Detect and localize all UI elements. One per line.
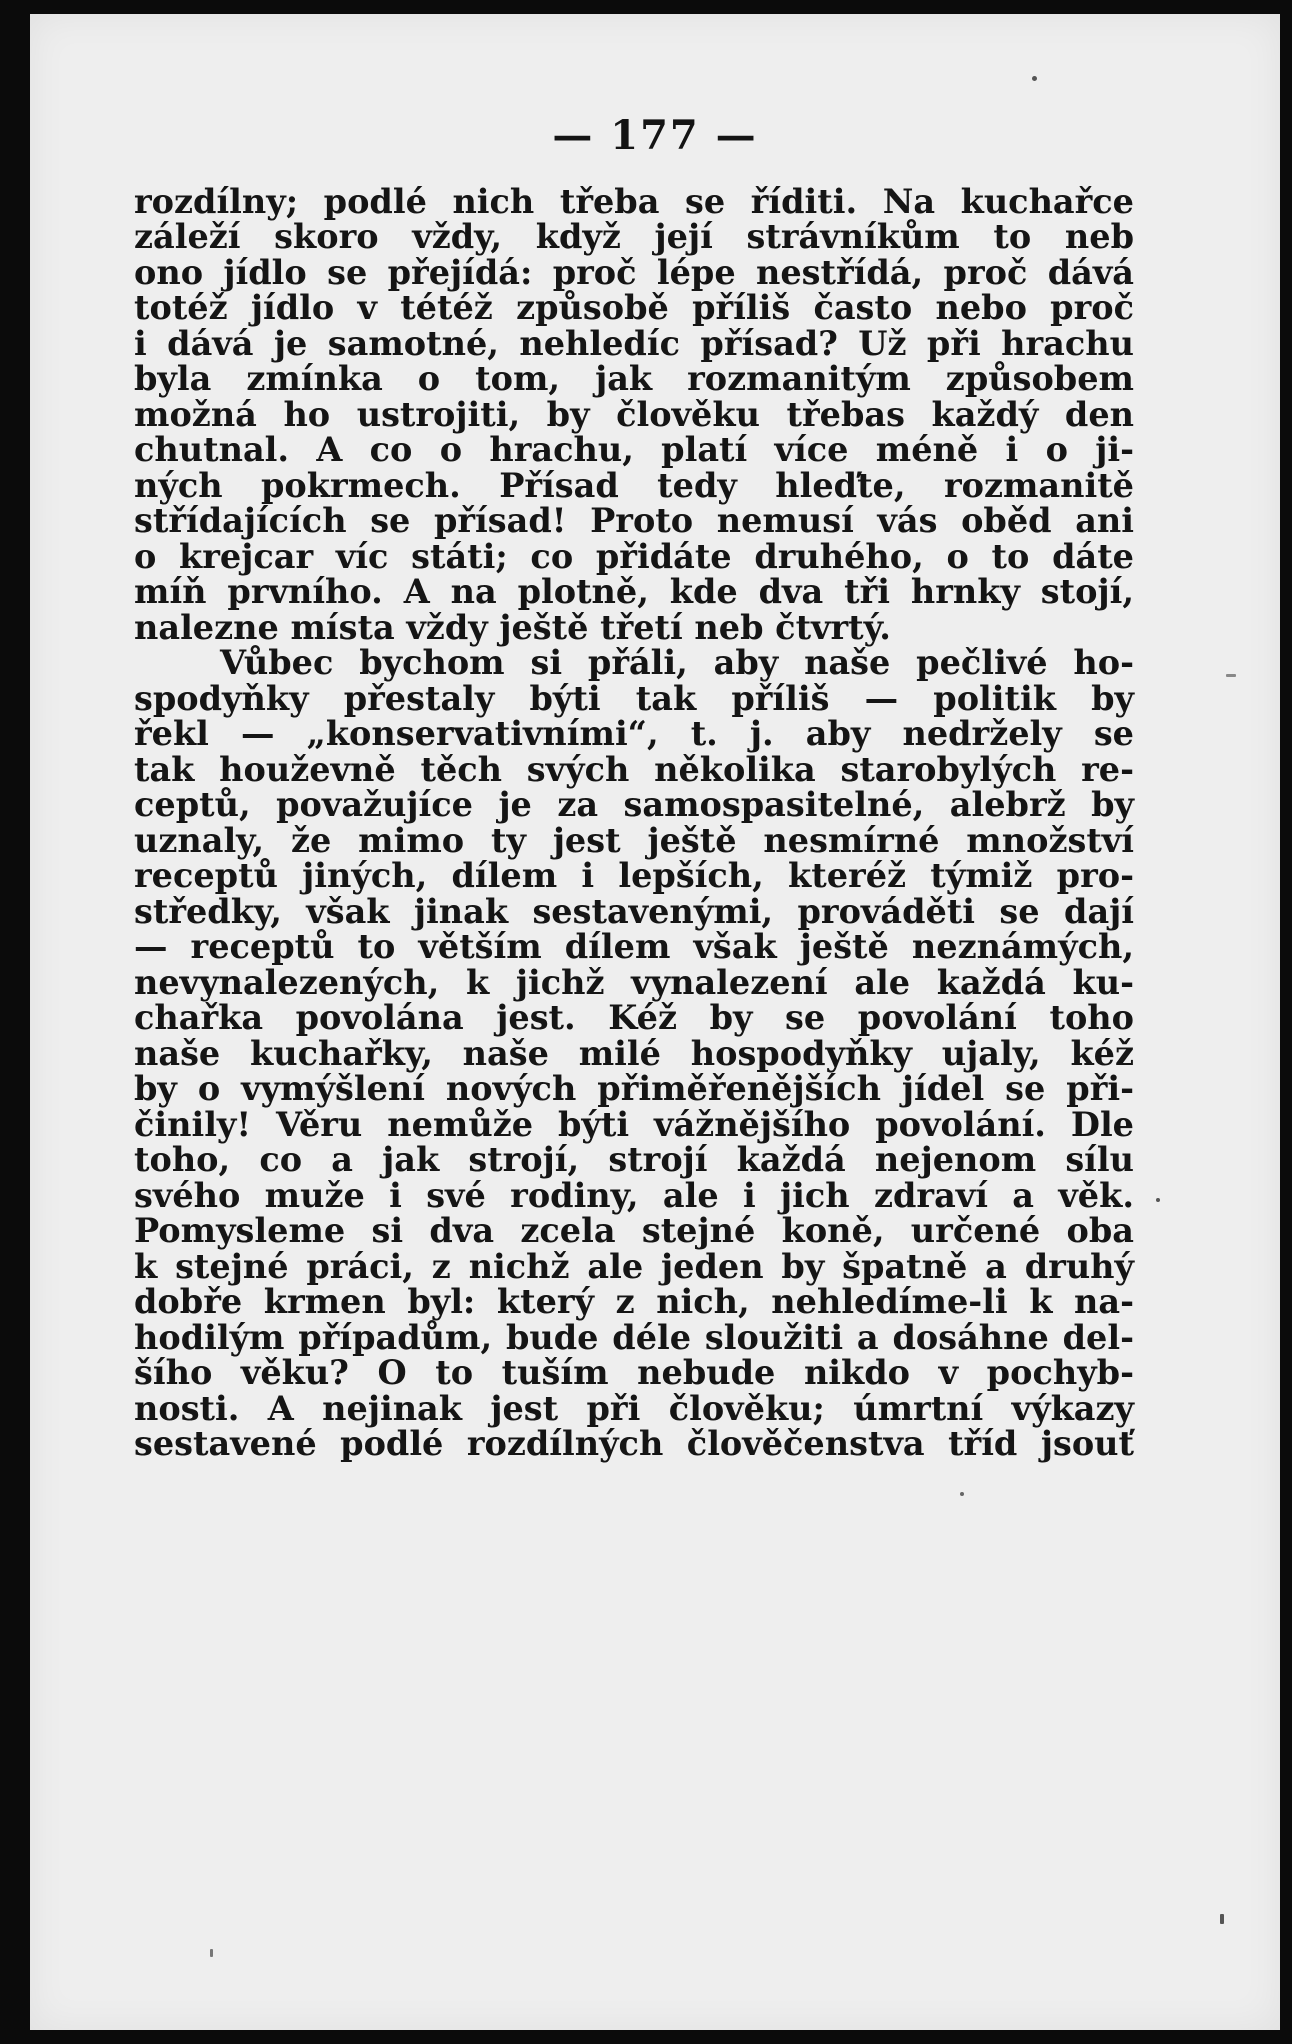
text-line: činily! Věru nemůže býti vážnějšího povolání. Dle <box>134 1105 1134 1144</box>
text-line: receptů jiných, dílem i lepších, kteréž týmiž pro- <box>134 856 1134 895</box>
ink-speck <box>1032 76 1037 81</box>
text-line: — receptů to větším dílem však ještě neznámých, <box>134 927 1134 966</box>
text-line: dobře krmen byl: který z nich, nehledíme-li k na- <box>134 1282 1134 1321</box>
text-line: i dává je samotné, nehledíc přísad? Už při hrachu <box>134 324 1134 363</box>
text-line: střídajících se přísad! Proto nemusí vás oběd ani <box>134 501 1134 540</box>
text-line: řekl — „konservativními“, t. j. aby nedržely se <box>134 714 1134 753</box>
ink-speck <box>1220 1914 1224 1924</box>
text-line: hodilým případům, bude déle sloužiti a dosáhne del- <box>134 1318 1134 1357</box>
text-line: o krejcar víc státi; co přidáte druhého, o to dáte <box>134 537 1134 576</box>
text-line: nevynalezených, k jichž vynalezení ale každá ku- <box>134 963 1134 1002</box>
text-line: ných pokrmech. Přísad tedy hleďte, rozmanitě <box>134 466 1134 505</box>
text-line: šího věku? O to tuším nebude nikdo v pochyb- <box>134 1353 1134 1392</box>
text-line: chařka povolána jest. Kéž by se povolání toho <box>134 998 1134 1037</box>
text-line: míň prvního. A na plotně, kde dva tři hrnky stojí, <box>134 572 1134 611</box>
text-line: spodyňky přestaly býti tak příliš — politik by <box>134 679 1134 718</box>
text-line: by o vymýšlení nových přiměřenějších jídel se při- <box>134 1069 1134 1108</box>
paragraph-first-line: Vůbec bychom si přáli, aby naše pečlivé ho- <box>220 643 1134 682</box>
page-number-header: — 177 — <box>552 112 758 159</box>
text-line: rozdílny; podlé nich třeba se říditi. Na kuchařce <box>134 182 1134 221</box>
text-line: toho, co a jak strojí, strojí každá nejenom sílu <box>134 1140 1134 1179</box>
text-line: ono jídlo se přejídá: proč lépe nestřídá, proč dává <box>134 253 1134 292</box>
text-line: Pomysleme si dva zcela stejné koně, určené oba <box>134 1211 1134 1250</box>
text-line: totéž jídlo v tétéž způsobě příliš často nebo proč <box>134 288 1134 327</box>
text-line: středky, však jinak sestavenými, prováděti se dají <box>134 892 1134 931</box>
text-line: k stejné práci, z nichž ale jeden by špatně a druhý <box>134 1247 1134 1286</box>
ink-speck <box>1226 674 1236 677</box>
book-page <box>30 14 1280 2030</box>
text-line: chutnal. A co o hrachu, platí více méně i o ji- <box>134 430 1134 469</box>
text-line: naše kuchařky, naše milé hospodyňky ujaly, kéž <box>134 1034 1134 1073</box>
text-line: byla zmínka o tom, jak rozmanitým způsobem <box>134 359 1134 398</box>
text-line: sestavené podlé rozdílných člověčenstva tříd jsouť <box>134 1424 1134 1463</box>
ink-speck <box>1156 1198 1160 1202</box>
text-line: možná ho ustrojiti, by člověku třebas každý den <box>134 395 1134 434</box>
text-line: tak houževně těch svých několika starobylých re- <box>134 750 1134 789</box>
text-line: svého muže i své rodiny, ale i jich zdraví a věk. <box>134 1176 1134 1215</box>
text-line: záleží skoro vždy, když její strávníkům to neb <box>134 217 1134 256</box>
ink-speck <box>960 1492 964 1496</box>
text-line: ceptů, považujíce je za samospasitelné, alebrž by <box>134 785 1134 824</box>
ink-speck <box>210 1949 213 1957</box>
text-line: uznaly, že mimo ty jest ještě nesmírné množství <box>134 821 1134 860</box>
text-line: nosti. A nejinak jest při člověku; úmrtní výkazy <box>134 1389 1134 1428</box>
text-line: nalezne místa vždy ještě třetí neb čtvrtý. <box>134 608 891 647</box>
